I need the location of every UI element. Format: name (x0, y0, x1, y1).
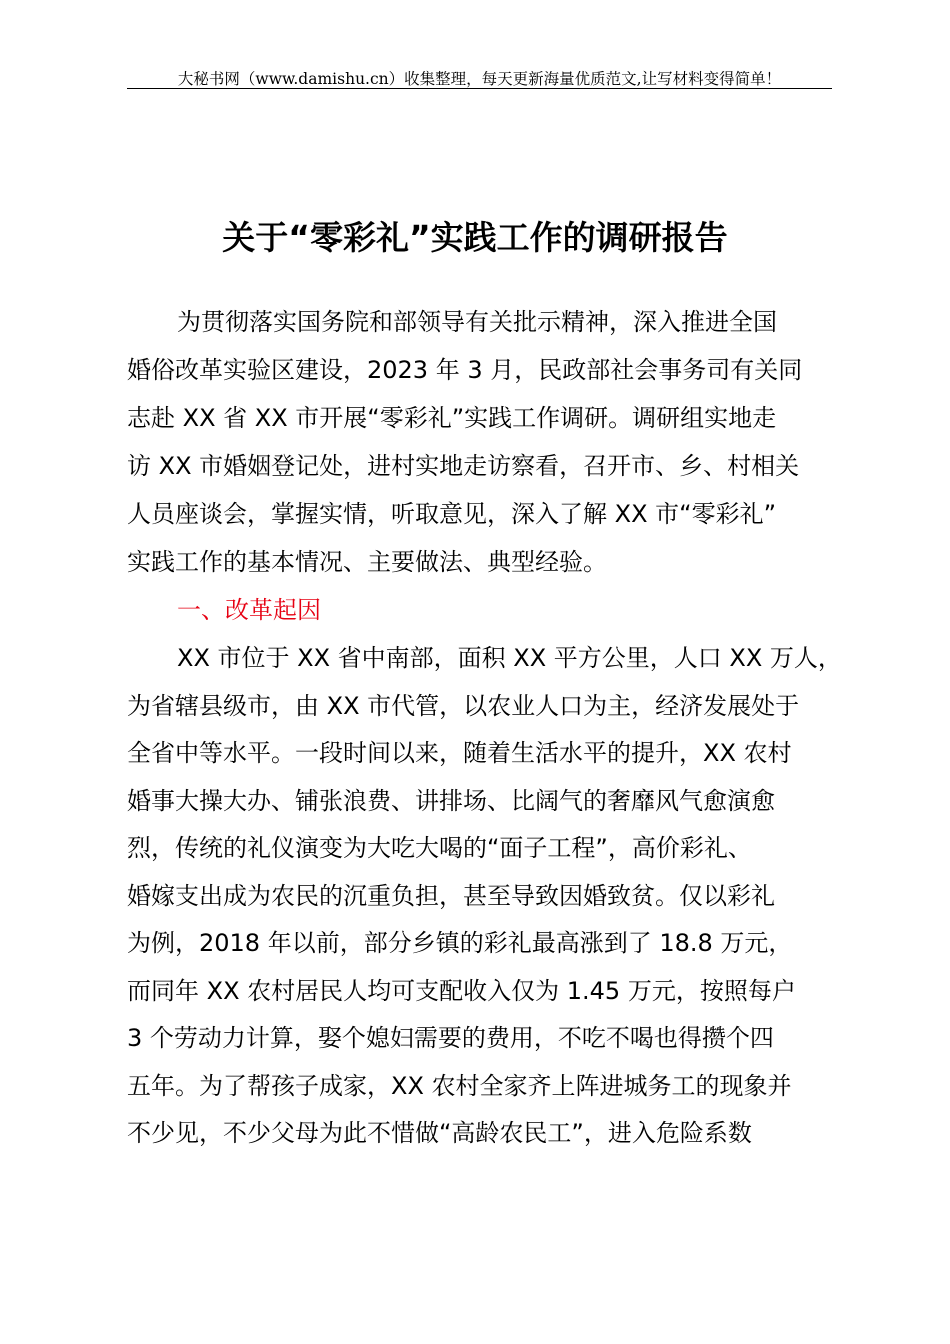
paragraph-1-line-1: 为贯彻落实国务院和部领导有关批示精神，深入推进全国 (177, 308, 777, 336)
paragraph-2-line-8: 而同年 XX 农村居民人均可支配收入仅为 1.45 万元，按照每户 (127, 977, 796, 1005)
section-heading-1: 一、改革起因 (177, 596, 321, 624)
paragraph-2-line-5: 烈，传统的礼仪演变为大吃大喝的“面子工程”，高价彩礼、 (127, 834, 752, 862)
paragraph-1-line-5: 人员座谈会，掌握实情，听取意见，深入了解 XX 市“零彩礼” (127, 500, 777, 528)
paragraph-2-line-9: 3 个劳动力计算，娶个媳妇需要的费用，不吃不喝也得攒个四 (127, 1024, 774, 1052)
paragraph-2-line-2: 为省辖县级市，由 XX 市代管，以农业人口为主，经济发展处于 (127, 692, 800, 720)
paragraph-2-line-11: 不少见，不少父母为此不惜做“高龄农民工”，进入危险系数 (127, 1119, 752, 1147)
paragraph-2-line-10: 五年。为了帮孩子成家，XX 农村全家齐上阵进城务工的现象并 (127, 1072, 792, 1100)
site-header: 大秘书网（www.damishu.cn）收集整理，每天更新海量优质范文,让写材料变得简单！ (177, 70, 782, 88)
paragraph-2-line-1: XX 市位于 XX 省中南部，面积 XX 平方公里，人口 XX 万人， (177, 644, 842, 672)
paragraph-2-line-6: 婚嫁支出成为农民的沉重负担，甚至导致因婚致贫。仅以彩礼 (127, 882, 775, 910)
paragraph-2-line-7: 为例，2018 年以前，部分乡镇的彩礼最高涨到了 18.8 万元， (127, 929, 793, 957)
paragraph-1-line-3: 志赴 XX 省 XX 市开展“零彩礼”实践工作调研。调研组实地走 (127, 404, 777, 432)
document-title: 关于“零彩礼”实践工作的调研报告 (222, 218, 728, 257)
paragraph-1-line-6: 实践工作的基本情况、主要做法、典型经验。 (127, 548, 607, 576)
header-rule (127, 88, 832, 89)
paragraph-2-line-3: 全省中等水平。一段时间以来，随着生活水平的提升，XX 农村 (127, 739, 792, 767)
paragraph-2-line-4: 婚事大操大办、铺张浪费、讲排场、比阔气的奢靡风气愈演愈 (127, 787, 775, 815)
paragraph-1-line-2: 婚俗改革实验区建设，2023 年 3 月，民政部社会事务司有关同 (127, 356, 803, 384)
paragraph-1-line-4: 访 XX 市婚姻登记处，进村实地走访察看，召开市、乡、村相关 (127, 452, 800, 480)
